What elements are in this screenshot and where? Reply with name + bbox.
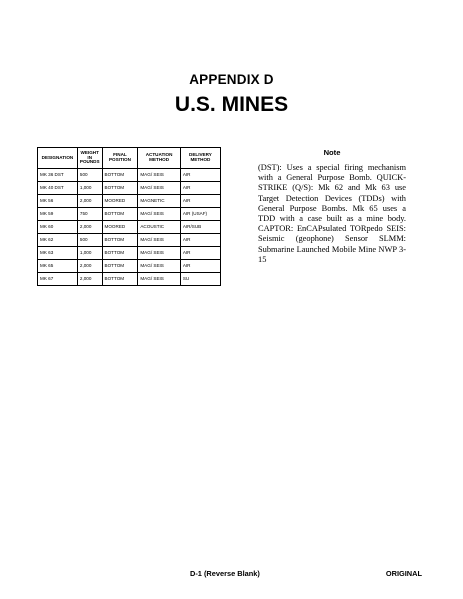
table-cell: AIR (USAF) — [180, 208, 220, 221]
table-cell: BOTTOM — [102, 169, 138, 182]
table-cell: BOTTOM — [102, 208, 138, 221]
table-cell: AIR — [180, 169, 220, 182]
table-cell: 2,000 — [77, 273, 102, 286]
table-cell: 2,000 — [77, 195, 102, 208]
table-cell: MAGNETIC — [138, 195, 180, 208]
table-cell: BOTTOM — [102, 182, 138, 195]
table-body — [38, 169, 221, 286]
table-cell: MK 62 — [38, 234, 78, 247]
table-row — [38, 260, 221, 273]
table-row — [38, 208, 221, 221]
table-row — [38, 273, 221, 286]
column-header: WEIGHT IN POUNDS — [77, 148, 102, 169]
table-cell: MK 67 — [38, 273, 78, 286]
table-cell: MK 65 — [38, 260, 78, 273]
table-cell: SU — [180, 273, 220, 286]
page-title: U.S. MINES — [174, 93, 289, 116]
mines-table — [37, 147, 221, 286]
table-cell: 500 — [77, 234, 102, 247]
page-number: D-1 (Reverse Blank) — [190, 569, 260, 578]
table-cell: AIR — [180, 260, 220, 273]
table-cell: 750 — [77, 208, 102, 221]
table-cell: MOORED — [102, 221, 138, 234]
table-row — [38, 234, 221, 247]
table-cell: MAG/ SEIS — [138, 273, 180, 286]
table-row — [38, 169, 221, 182]
table-cell: MK 60 — [38, 221, 78, 234]
table-cell: MAG/ SEIS — [138, 208, 180, 221]
table-cell: MK 56 — [38, 195, 78, 208]
table-cell: MAG/ SEIS — [138, 169, 180, 182]
table-cell: MK 59 — [38, 208, 78, 221]
table-cell: BOTTOM — [102, 273, 138, 286]
table-cell: AIR — [180, 247, 220, 260]
table-cell: MK 40 DST — [38, 182, 78, 195]
revision-status: ORIGINAL — [385, 569, 422, 578]
table-row — [38, 182, 221, 195]
table-row — [38, 195, 221, 208]
table-cell: AIR — [180, 182, 220, 195]
table-cell: 2,000 — [77, 221, 102, 234]
table-header-row — [38, 148, 221, 169]
table-cell: BOTTOM — [102, 247, 138, 260]
table-cell: MAG/ SEIS — [138, 234, 180, 247]
table-cell: BOTTOM — [102, 234, 138, 247]
table-cell: 500 — [77, 169, 102, 182]
table-cell: MK 36 DST — [38, 169, 78, 182]
column-header: DELIVERY METHOD — [180, 148, 220, 169]
table-cell: AIR — [180, 234, 220, 247]
table-cell: BOTTOM — [102, 260, 138, 273]
note-body: (DST): Uses a special firing mechanism with a General Purpose Bomb. QUICK-STRIKE (Q/S): Mk 62 and Mk 63 use Target Detection Devices (TDDs) with General Purpose Bombs. Mk 65 uses a TDD with a case built as a mine body. CAPTOR: EnCAPsulated TORpedo SEIS: Seismic (geophone) Sensor SLMM: Submarine Launched Mobile Mine NWP 3-15 — [258, 163, 406, 264]
table-cell: 1,000 — [77, 247, 102, 260]
table-cell: MAG/ SEIS — [138, 260, 180, 273]
table-cell: 2,000 — [77, 260, 102, 273]
column-header: ACTUATION METHOD — [138, 148, 180, 169]
table-cell: MAG/ SEIS — [138, 247, 180, 260]
table-cell: MOORED — [102, 195, 138, 208]
note-title: Note — [323, 148, 341, 157]
table-cell: ACOUSTIC — [138, 221, 180, 234]
table-cell: AIR/SUB — [180, 221, 220, 234]
appendix-label: APPENDIX D — [189, 72, 274, 87]
table-cell: MAG/ SEIS — [138, 182, 180, 195]
table-row — [38, 247, 221, 260]
table-cell: AIR — [180, 195, 220, 208]
table-cell: MK 63 — [38, 247, 78, 260]
table-row — [38, 221, 221, 234]
column-header: DESIGNATION — [38, 148, 78, 169]
column-header: FINAL POSITION — [102, 148, 138, 169]
table-cell: 1,000 — [77, 182, 102, 195]
